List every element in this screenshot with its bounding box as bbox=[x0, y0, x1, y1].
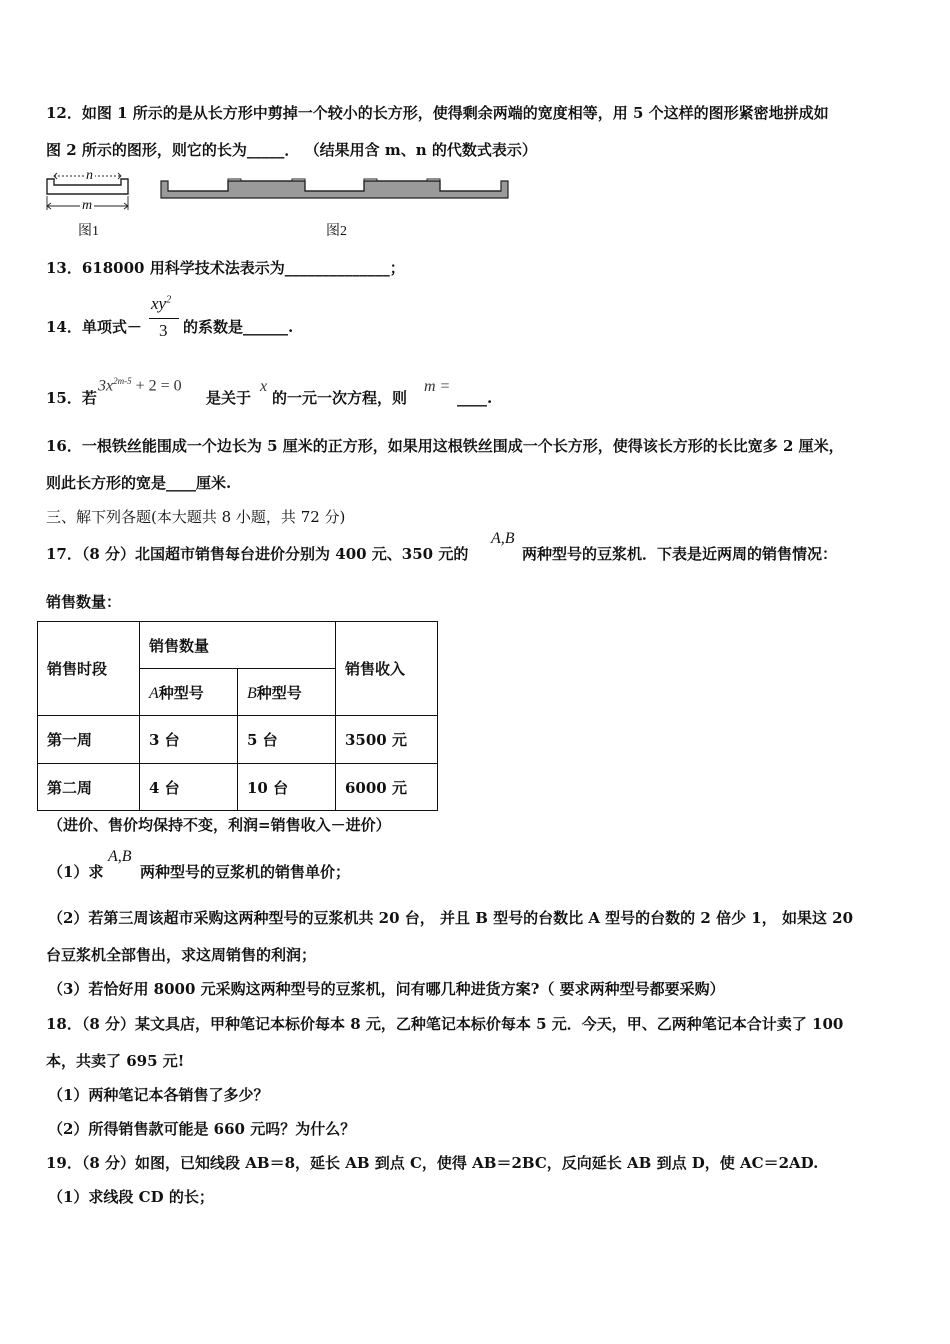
q16-line2: 则此长方形的宽是____厘米. bbox=[46, 474, 232, 492]
table-header-quantity: 销售数量 bbox=[140, 622, 336, 669]
q15-var-x: x bbox=[260, 378, 268, 395]
q17-p2-line2: 台豆浆机全部售出，求这周销售的利润； bbox=[46, 946, 317, 964]
q17-suffix: 两种型号的豆浆机．下表是近两周的销售情况： bbox=[522, 545, 838, 563]
table-row bbox=[38, 716, 438, 764]
q12-line2: 图 2 所示的图形，则它的长为_____． （结果用含 m、n 的代数式表示） bbox=[46, 141, 537, 159]
q14-denominator: 3 bbox=[159, 321, 168, 340]
q15-var-m: m = bbox=[424, 378, 451, 395]
q18-p2: （2）所得销售款可能是 660 元吗？为什么？ bbox=[48, 1120, 356, 1138]
table-cell-period: 第一周 bbox=[38, 716, 140, 764]
q17-p1-suffix: 两种型号的豆浆机的销售单价； bbox=[140, 863, 351, 881]
q17-ab: A,B bbox=[491, 530, 515, 547]
q19-line1: 19．（8 分）如图，已知线段 AB＝8，延长 AB 到点 C，使得 AB＝2BC，反向延长 AB 到点 D，使 AC＝2AD. bbox=[46, 1154, 819, 1172]
q17-table-caption: 销售数量： bbox=[46, 593, 122, 611]
table-cell-a: 4 台 bbox=[140, 764, 238, 811]
q14-prefix: 14．单项式－ bbox=[46, 318, 142, 336]
q14-suffix: 的系数是______. bbox=[183, 318, 294, 336]
q15-prefix: 15．若 bbox=[46, 389, 97, 407]
table-cell-income: 3500 元 bbox=[336, 716, 438, 764]
figure-2-caption: 图2 bbox=[326, 224, 347, 239]
q17-p2-line1: （2）若第三周该超市采购这两种型号的豆浆机共 20 台， 并且 B 型号的台数比 A 型号的台数的 2 倍少 1， 如果这 20 bbox=[48, 909, 854, 927]
table-cell-b: 5 台 bbox=[238, 716, 336, 764]
figure-1-n-label: n bbox=[86, 168, 93, 183]
figure-1-caption: 图1 bbox=[78, 224, 99, 239]
q15-suffix: ____. bbox=[457, 389, 493, 407]
q14-fraction-bar bbox=[149, 318, 179, 319]
q17-note: （进价、售价均保持不变，利润=销售收入－进价） bbox=[48, 816, 391, 834]
q12-line1: 12．如图 1 所示的是从长方形中剪掉一个较小的长方形，使得剩余两端的宽度相等，用 5 个这样的图形紧密地拼成如 bbox=[46, 104, 829, 122]
q17-p1-prefix: （1）求 bbox=[48, 863, 104, 881]
q14-numerator: $xy^2$ bbox=[151, 294, 172, 313]
table-header-period: 销售时段 bbox=[38, 622, 140, 716]
q17-p3: （3）若恰好用 8000 元采购这两种型号的豆浆机，问有哪几种进货方案?（ 要求两种型号都要采购） bbox=[48, 980, 725, 998]
table-header-income: 销售收入 bbox=[336, 622, 438, 716]
table-row bbox=[38, 764, 438, 811]
table-cell-income: 6000 元 bbox=[336, 764, 438, 811]
table-cell-b: 10 台 bbox=[238, 764, 336, 811]
q16-line1: 16．一根铁丝能围成一个边长为 5 厘米的正方形，如果用这根铁丝围成一个长方形，使得该长方形的长比宽多 2 厘米， bbox=[46, 437, 844, 455]
figure-2 bbox=[158, 178, 514, 202]
table-header-type-b: B种型号 bbox=[238, 669, 336, 716]
q15-mid: 是关于 bbox=[206, 389, 252, 407]
figure-2-outline bbox=[161, 181, 508, 198]
q19-p1: （1）求线段 CD 的长； bbox=[48, 1188, 214, 1206]
sales-table bbox=[37, 621, 438, 811]
figure-1-m-label: m bbox=[82, 198, 93, 213]
q13: 13．618000 用科学技术法表示为______________； bbox=[46, 259, 405, 277]
q18-p1: （1）两种笔记本各销售了多少？ bbox=[48, 1086, 269, 1104]
q15-equation: $3x^{2m-5} + 2 = 0$ bbox=[98, 376, 182, 395]
q15-mid2: 的一元一次方程，则 bbox=[272, 389, 408, 407]
table-cell-period: 第二周 bbox=[38, 764, 140, 811]
table-header-type-a: A种型号 bbox=[140, 669, 238, 716]
q17-prefix: 17．（8 分）北国超市销售每台进价分别为 400 元、350 元的 bbox=[46, 545, 469, 563]
q17-p1-ab: A,B bbox=[108, 848, 132, 865]
section-3-heading: 三、解下列各题(本大题共 8 小题，共 72 分) bbox=[46, 508, 346, 526]
table-cell-a: 3 台 bbox=[140, 716, 238, 764]
q18-line1: 18．（8 分）某文具店，甲种笔记本标价每本 8 元，乙种笔记本标价每本 5 元．今天，甲、乙两种笔记本合计卖了 100 bbox=[46, 1015, 844, 1033]
q18-line2: 本，共卖了 695 元! bbox=[46, 1052, 185, 1070]
